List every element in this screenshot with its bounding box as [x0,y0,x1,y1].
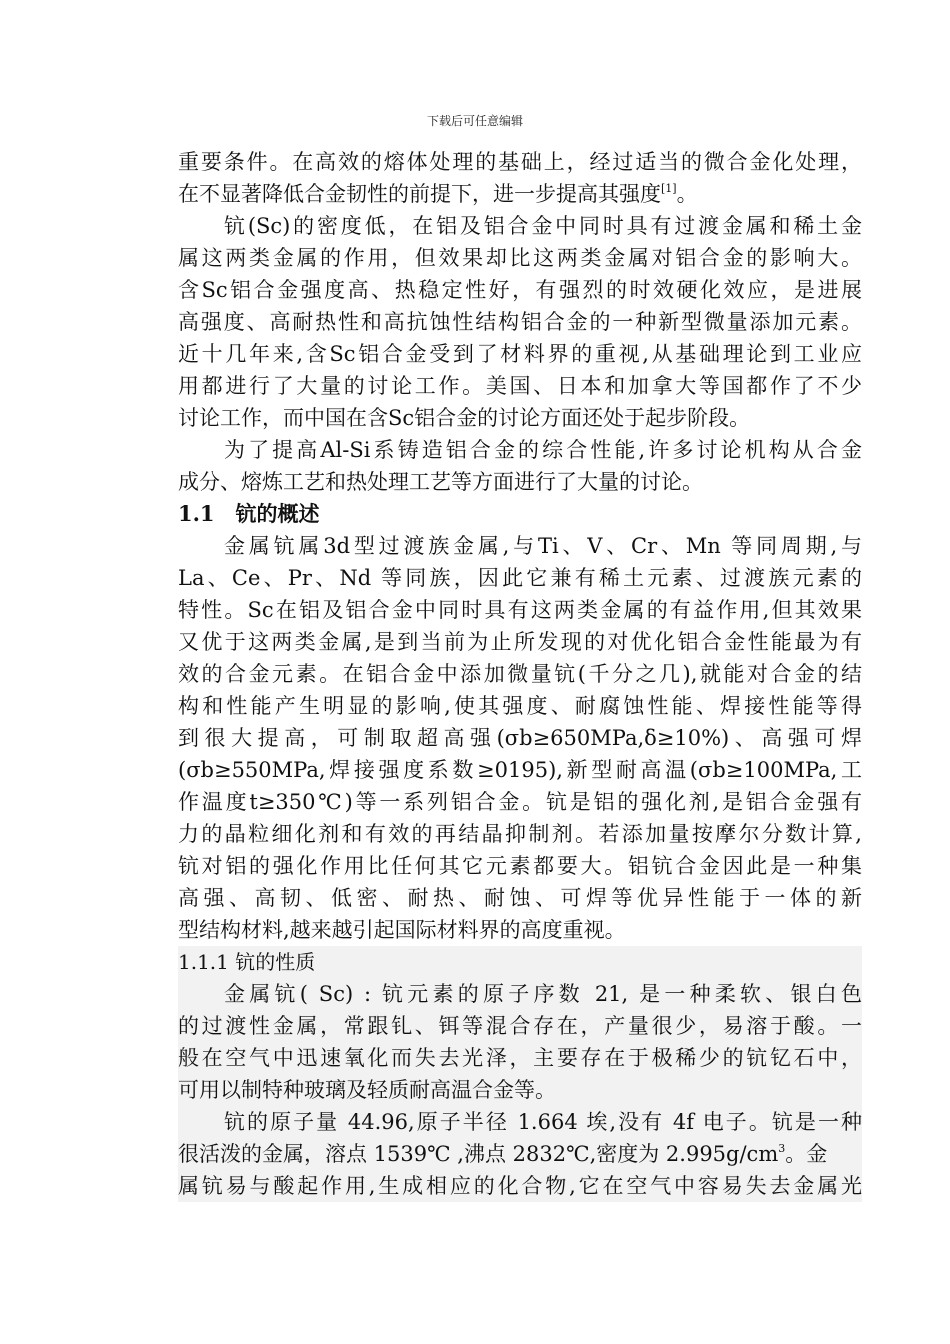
line-text: 金属钪属3d型过渡族金属,与Ti、V、Cr、Mn 等同周期,与 [224,534,862,558]
line-text: 属钪易与酸起作用,生成相应的化合物,它在空气中容易失去金属光 [178,1174,862,1198]
line-text: 很活泼的金属，溶点 1539℃ ,沸点 2832℃,密度为 2.995g/cm [178,1142,779,1166]
line-text: 型结构材料,越来越引起国际材料界的高度重视。 [178,918,626,942]
text-line [178,338,862,370]
text-line [178,850,862,882]
line-tail: 。 [676,182,698,206]
document-body [178,146,862,1202]
line-text: 讨论工作，而中国在含Sc铝合金的讨论方面还处于起步阶段。 [178,406,751,430]
line-text: 属这两类金属的作用，但效果却比这两类金属对铝合金的影响大。 [178,246,862,270]
line-text: 高强、高韧、低密、耐热、耐蚀、可焊等优异性能于一体的新 [178,886,862,910]
text-line [178,146,862,178]
line-text: 作温度t≥350℃)等一系列铝合金。钪是铝的强化剂,是铝合金强有 [178,790,862,814]
line-tail: 。金 [785,1142,828,1166]
line-text: 成分、熔炼工艺和热处理工艺等方面进行了大量的讨论。 [178,470,703,494]
text-line [178,178,862,210]
text-line [178,1010,862,1042]
line-text: 钪(Sc)的密度低，在铝及铝合金中同时具有过渡金属和稀土金 [224,214,862,238]
line-text: 为了提高Al-Si系铸造铝合金的综合性能,许多讨论机构从合金 [224,438,862,462]
line-text: 般在空气中迅速氧化而失去光泽，主要存在于极稀少的钪钇石中， [178,1046,862,1070]
text-line [178,370,862,402]
line-text: 构和性能产生明显的影响,使其强度、耐腐蚀性能、焊接性能等得 [178,694,862,718]
line-text: 重要条件。在高效的熔体处理的基础上，经过适当的微合金化处理， [178,150,862,174]
section-heading [178,498,862,530]
text-line [178,434,862,466]
text-line [178,626,862,658]
page-header: 下载后可任意编辑 [426,114,523,128]
superscript: 3 [778,1142,786,1155]
line-text: 钪对铝的强化作用比任何其它元素都要大。铝钪合金因此是一种集 [178,854,862,878]
line-text: 用都进行了大量的讨论工作。美国、日本和加拿大等国都作了不少 [178,374,862,398]
line-text: (σb≥550MPa,焊接强度系数≥0195),新型耐高温(σb≥100MPa,工 [178,758,862,782]
text-line [178,274,862,306]
line-text: 1.1 钪的概述 [178,501,320,526]
line-text: 含Sc铝合金强度高、热稳定性好，有强烈的时效硬化效应，是进展 [178,278,862,302]
superscript: [1] [661,182,677,195]
line-text: 1.1.1 钪的性质 [178,950,316,974]
line-text: 金属钪( Sc) : 钪元素的原子序数 21, 是一种柔软、银白色 [224,982,862,1006]
line-text: 效的合金元素。在铝合金中添加微量钪(千分之几),就能对合金的结 [178,662,862,686]
line-text: 高强度、高耐热性和高抗蚀性结构铝合金的一种新型微量添加元素。 [178,310,862,334]
line-text: 近十几年来,含Sc铝合金受到了材料界的重视,从基础理论到工业应 [178,342,862,366]
text-line [178,306,862,338]
text-line [178,722,862,754]
line-text: 又优于这两类金属,是到当前为止所发现的对优化铝合金性能最为有 [178,630,862,654]
text-line [178,530,862,562]
text-line [178,786,862,818]
text-line [178,978,862,1010]
line-text: 在不显著降低合金韧性的前提下，进一步提高其强度 [178,182,661,206]
line-text: 特性。Sc在铝及铝合金中同时具有这两类金属的有益作用,但其效果 [178,598,862,622]
text-line [178,1042,862,1074]
line-text: 可用以制特种玻璃及轻质耐高温合金等。 [178,1078,556,1102]
text-line [178,658,862,690]
section-heading [178,946,862,978]
text-line [178,1138,862,1170]
line-text: 到很大提高，可制取超高强(σb≥650MPa,δ≥10%)、高强可焊 [178,726,862,750]
text-line [178,402,862,434]
line-text: La、Ce、Pr、Nd 等同族，因此它兼有稀土元素、过渡族元素的 [178,566,862,590]
text-line [178,1170,862,1202]
line-text: 的过渡性金属，常跟钆、铒等混合存在，产量很少，易溶于酸。一 [178,1014,862,1038]
text-line [178,210,862,242]
text-line [178,1106,862,1138]
line-text: 钪的原子量 44.96,原子半径 1.664 埃,没有 4f 电子。钪是一种 [224,1110,862,1134]
text-line [178,754,862,786]
text-line [178,466,862,498]
text-line [178,690,862,722]
text-line [178,818,862,850]
text-line [178,882,862,914]
text-line [178,242,862,274]
text-line [178,562,862,594]
text-line [178,594,862,626]
line-text: 力的晶粒细化剂和有效的再结晶抑制剂。若添加量按摩尔分数计算, [178,822,862,846]
text-line [178,914,862,946]
text-line [178,1074,862,1106]
